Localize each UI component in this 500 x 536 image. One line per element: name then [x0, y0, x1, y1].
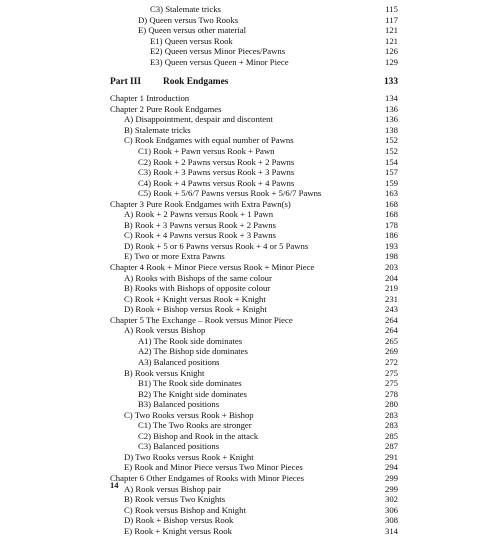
part-page-number: 133 [383, 77, 398, 88]
toc-entry-page-number: 272 [384, 356, 398, 367]
toc-entry [110, 273, 398, 284]
toc-entry [110, 378, 398, 389]
toc-entry [110, 93, 398, 104]
toc-entry-title: Chapter 4 Rook + Minor Piece versus Rook + Minor Piece [110, 262, 315, 273]
toc-entry-page-number: 152 [384, 146, 398, 157]
toc-entry-title: A) Rooks with Bishops of the same colour [124, 272, 272, 283]
toc-entry-page-number: 265 [384, 335, 398, 346]
toc-entry-title: C1) Rook + Pawn versus Rook + Pawn [138, 146, 275, 157]
toc-entry [110, 114, 398, 125]
toc-entry-page-number: 302 [384, 494, 398, 505]
toc-entry-page-number: 291 [384, 451, 398, 462]
toc-entry-title: B) Rook versus Knight [124, 367, 205, 378]
toc-entry-title: E) Rook and Minor Piece versus Two Minor Pieces [124, 462, 303, 473]
toc-entry-title: E) Rook + Knight versus Rook [124, 525, 232, 536]
toc-entry-title: C) Rook + 4 Pawns versus Rook + 3 Pawns [124, 230, 276, 241]
toc-entry [110, 410, 398, 421]
toc-entry [110, 188, 398, 199]
toc-entry-page-number: 193 [384, 240, 398, 251]
toc-entry [110, 220, 398, 231]
toc-entry [110, 462, 398, 473]
toc-entry-page-number: 198 [384, 251, 398, 262]
toc-entry [110, 484, 398, 495]
toc-entry-page-number: 136 [384, 114, 398, 125]
toc-entry-page-number: 129 [384, 56, 398, 67]
toc-entry-page-number: 275 [384, 378, 398, 389]
toc-entry-title: A) Rook versus Bishop pair [124, 483, 222, 494]
part-heading-text [110, 76, 350, 88]
toc-entry [110, 283, 398, 294]
toc-entry-list [110, 93, 398, 536]
toc-entry [110, 526, 398, 536]
toc-entry [110, 36, 398, 47]
toc-entry-title: B2) The Knight side dominates [138, 388, 247, 399]
toc-entry-title: A) Disappointment, despair and discontent [124, 114, 273, 125]
toc-entry-page-number: 264 [384, 325, 398, 336]
toc-entry [110, 315, 398, 326]
toc-entry [110, 515, 398, 526]
toc-entry-page-number: 280 [384, 399, 398, 410]
toc-entry-title: B3) Balanced positions [138, 399, 220, 410]
toc-entry-title: D) Rook + 5 or 6 Pawns versus Rook + 4 or 5 Pawns [124, 240, 309, 251]
toc-entry-page-number: 154 [384, 156, 398, 167]
toc-entry-title: A) Rook + 2 Pawns versus Rook + 1 Pawn [124, 209, 274, 220]
toc-entry-title: C) Rook versus Bishop and Knight [124, 504, 246, 515]
toc-entry [110, 441, 398, 452]
toc-entry [110, 104, 398, 115]
toc-entry-page-number: 157 [384, 167, 398, 178]
toc-entry-title: B1) The Rook side dominates [138, 378, 242, 389]
toc-entry-title: A1) The Rook side dominates [138, 335, 243, 346]
toc-entry-page-number: 134 [384, 93, 398, 104]
toc-entry-page-number: 163 [384, 188, 398, 199]
table-of-contents [110, 4, 398, 536]
toc-entry [110, 241, 398, 252]
toc-entry-title: E) Queen versus other material [138, 25, 247, 36]
toc-entry-page-number: 115 [385, 4, 398, 14]
toc-entry [110, 230, 398, 241]
toc-entry [110, 505, 398, 516]
toc-entry-title: A3) Balanced positions [138, 356, 220, 367]
toc-entry [110, 135, 398, 146]
toc-entry-title: D) Rook + Bishop versus Rook + Knight [124, 304, 267, 315]
toc-entry-title: Chapter 1 Introduction [110, 93, 190, 104]
toc-entry-title: D) Queen versus Two Rooks [138, 14, 239, 25]
toc-entry [110, 368, 398, 379]
toc-entry-page-number: 152 [384, 135, 398, 146]
toc-entry [110, 420, 398, 431]
toc-entry-title: B) Rooks with Bishops of opposite colour [124, 283, 271, 294]
toc-entry [110, 431, 398, 442]
toc-continued-list [110, 4, 398, 67]
toc-entry-page-number: 269 [384, 346, 398, 357]
toc-entry-title: Chapter 5 The Exchange – Rook versus Minor Piece [110, 314, 293, 325]
toc-entry [110, 357, 398, 368]
toc-entry-title: Chapter 6 Other Endgames of Rooks with Minor Pieces [110, 472, 304, 483]
toc-entry [110, 57, 398, 68]
toc-entry-title: B) Rook + 3 Pawns versus Rook + 2 Pawns [124, 219, 276, 230]
toc-entry-page-number: 204 [384, 272, 398, 283]
toc-entry [110, 15, 398, 26]
toc-entry-page-number: 275 [384, 367, 398, 378]
toc-entry [110, 125, 398, 136]
toc-entry [110, 452, 398, 463]
toc-entry [110, 336, 398, 347]
toc-entry-page-number: 264 [384, 314, 398, 325]
toc-entry-page-number: 136 [384, 103, 398, 114]
toc-entry-page-number: 203 [384, 262, 398, 273]
toc-entry-page-number: 126 [384, 46, 398, 57]
toc-entry-title: A2) The Bishop side dominates [138, 346, 248, 357]
toc-entry-title: C3) Balanced positions [138, 441, 220, 452]
toc-entry [110, 346, 398, 357]
toc-entry [110, 178, 398, 189]
toc-entry-title: E3) Queen versus Queen + Minor Piece [150, 56, 289, 67]
toc-entry-page-number: 159 [384, 177, 398, 188]
toc-entry-title: A) Rook versus Bishop [124, 325, 206, 336]
toc-entry [110, 389, 398, 400]
toc-part-heading [110, 76, 398, 88]
toc-entry [110, 199, 398, 210]
toc-entry-title: C5) Rook + 5/6/7 Pawns versus Rook + 5/6/7 Pawns [138, 188, 322, 199]
toc-entry [110, 4, 398, 15]
toc-entry-page-number: 178 [384, 219, 398, 230]
toc-entry-page-number: 306 [384, 504, 398, 515]
toc-entry-page-number: 314 [384, 525, 398, 536]
toc-entry-title: E) Two or more Extra Pawns [124, 251, 225, 262]
toc-entry-page-number: 231 [384, 293, 398, 304]
toc-entry-title: C4) Rook + 4 Pawns versus Rook + 4 Pawns [138, 177, 295, 188]
toc-entry-title: C2) Rook + 2 Pawns versus Rook + 2 Pawns [138, 156, 295, 167]
toc-entry-page-number: 308 [384, 515, 398, 526]
part-title: Rook Endgames [163, 77, 229, 88]
toc-entry [110, 251, 398, 262]
toc-entry-page-number: 186 [384, 230, 398, 241]
page-folio: 14 [110, 480, 119, 490]
toc-entry-title: D) Two Rooks versus Rook + Knight [124, 451, 254, 462]
toc-entry-title: B) Stalemate tricks [124, 124, 191, 135]
toc-entry-title: C1) The Two Rooks are stronger [138, 420, 252, 431]
toc-entry [110, 325, 398, 336]
toc-entry [110, 25, 398, 36]
toc-entry-title: Chapter 2 Pure Rook Endgames [110, 103, 222, 114]
toc-entry-page-number: 168 [384, 198, 398, 209]
toc-entry [110, 262, 398, 273]
toc-entry-title: C2) Bishop and Rook in the attack [138, 430, 259, 441]
toc-entry-page-number: 299 [384, 483, 398, 494]
toc-entry [110, 494, 398, 505]
toc-entry-page-number: 278 [384, 388, 398, 399]
toc-entry [110, 473, 398, 484]
toc-entry [110, 304, 398, 315]
toc-entry [110, 157, 398, 168]
toc-entry-title: E2) Queen versus Minor Pieces/Pawns [150, 46, 286, 57]
toc-entry-title: C) Two Rooks versus Rook + Bishop [124, 409, 254, 420]
toc-entry-page-number: 121 [384, 35, 398, 46]
toc-entry-title: E1) Queen versus Rook [150, 35, 233, 46]
toc-entry-title: Chapter 3 Pure Rook Endgames with Extra Pawn(s) [110, 198, 291, 209]
toc-entry-page-number: 294 [384, 462, 398, 473]
toc-entry-page-number: 138 [384, 124, 398, 135]
toc-entry-title: C3) Rook + 3 Pawns versus Rook + 3 Pawns [138, 167, 295, 178]
toc-entry-page-number: 283 [384, 420, 398, 431]
toc-entry-title: C) Rook Endgames with equal number of Pawns [124, 135, 294, 146]
toc-entry-page-number: 121 [384, 25, 398, 36]
toc-entry-title: D) Rook + Bishop versus Rook [124, 515, 234, 526]
toc-entry-page-number: 285 [384, 430, 398, 441]
toc-entry-page-number: 283 [384, 409, 398, 420]
toc-entry-page-number: 117 [385, 14, 398, 25]
toc-entry-page-number: 219 [384, 283, 398, 294]
part-label: Part III [110, 77, 141, 88]
toc-entry-page-number: 168 [384, 209, 398, 220]
toc-entry-page-number: 287 [384, 441, 398, 452]
toc-entry [110, 209, 398, 220]
toc-entry [110, 294, 398, 305]
toc-entry-title: C) Rook + Knight versus Rook + Knight [124, 293, 266, 304]
toc-entry [110, 399, 398, 410]
toc-entry-title: C3) Stalemate tricks [150, 4, 221, 14]
toc-entry-page-number: 243 [384, 304, 398, 315]
toc-entry-title: B) Rook versus Two Knights [124, 494, 226, 505]
toc-entry [110, 46, 398, 57]
toc-entry [110, 146, 398, 157]
toc-entry-page-number: 299 [384, 472, 398, 483]
toc-entry [110, 167, 398, 178]
